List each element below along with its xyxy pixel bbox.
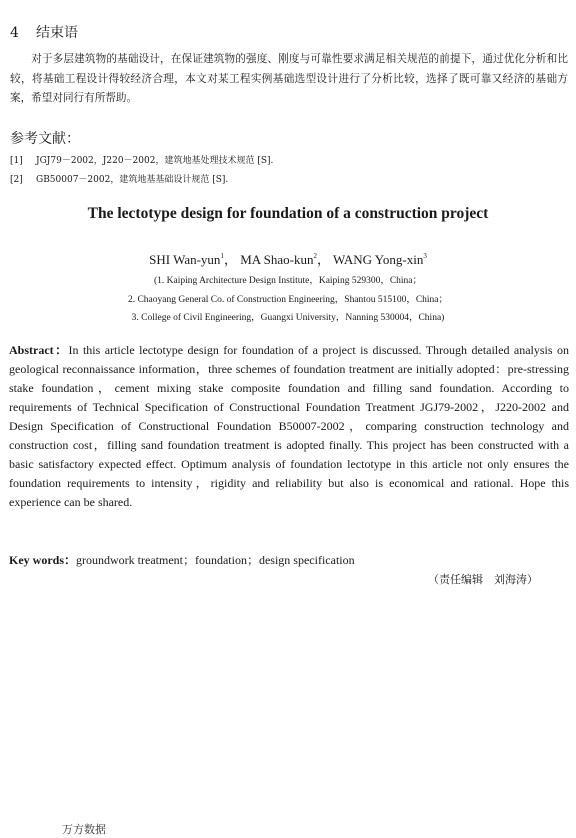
references-title: 参考文献： xyxy=(10,131,80,147)
keywords-separator: ： xyxy=(64,553,77,567)
section-title: 结束语 xyxy=(36,25,78,41)
author-affiliation-mark: 1 xyxy=(220,252,224,260)
author-separator: ， xyxy=(317,252,331,267)
affiliation-line: 3. College of Civil Engineering，Guangxi University，Nanning 530004，China) xyxy=(131,313,445,323)
keywords-text: groundwork treatment；foundation；design specification xyxy=(76,553,355,567)
section-number: 4 xyxy=(10,25,19,41)
affiliation-line: (1. Kaiping Architecture Design Institute，Kaiping 529300，China； xyxy=(153,276,423,286)
author-name: MA Shao-kun xyxy=(240,252,314,267)
reference-text: JGJ79－2002，J220－2002，建筑地基处理技术规范 [S]. xyxy=(36,156,274,166)
affiliation-line: 2. Chaoyang General Co. of Construction Engineering，Shantou 515100，China； xyxy=(127,295,449,305)
reference-tag: [2] xyxy=(10,175,23,185)
editor-note: （责任编辑 刘海涛） xyxy=(428,573,538,586)
author-name: WANG Yong-xin xyxy=(333,252,424,267)
abstract-label: Abstract xyxy=(9,343,54,357)
author-affiliation-mark: 2 xyxy=(313,252,318,260)
keywords-line xyxy=(9,551,355,568)
abstract-text: In this article lectotype design for foundation of a project is discussed. Through detailed analysis on geological reconnaissance information，three schemes of foundation treatment are initially adopted：pre-stressing stake foundation，cement mixing stake composite foundation and filling sand foundation. According to requirements of Technical Specification of Constructional Foundation Treatment JGJ79-2002，J220-2002 and Design Specification of Constructional Foundation B50007-2002，comparing construction technology and construction cost，filling sand foundation treatment is adopted finally. This project has been constructed with a basic satisfactory expected effect. Optimum analysis of foundation lectotype in this article not only ensures the foundation requirements to intensity，rigidity and reliability but also is economical and rational. Hope this experience can be shared. xyxy=(9,343,569,509)
watermark-text: 万方数据 xyxy=(62,823,106,836)
conclusion-paragraph: 对于多层建筑物的基础设计，在保证建筑物的强度、刚度与可靠性要求满足相关规范的前提下，通过优化分析和比较，将基础工程设计得较经济合理，本文对某工程实例基础选型设计进行了分析比较，选择了既可靠又经济的基础方案，希望对同行有所帮助。 xyxy=(10,53,568,104)
section-heading xyxy=(10,22,78,42)
abstract-paragraph xyxy=(9,341,569,512)
reference-item xyxy=(10,153,273,166)
keywords-label: Key words xyxy=(9,553,64,567)
author-name: SHI Wan-yun xyxy=(149,252,221,267)
author-affiliation-mark: 3 xyxy=(423,252,427,260)
abstract-separator: ： xyxy=(53,343,69,357)
reference-tag: [1] xyxy=(10,156,23,166)
author-list xyxy=(0,249,576,268)
reference-text: GB50007－2002，建筑地基基础设计规范 [S]. xyxy=(36,175,229,185)
english-title: The lectotype design for foundation of a construction project xyxy=(87,205,489,222)
reference-item xyxy=(10,172,228,185)
author-separator: ， xyxy=(223,252,237,267)
